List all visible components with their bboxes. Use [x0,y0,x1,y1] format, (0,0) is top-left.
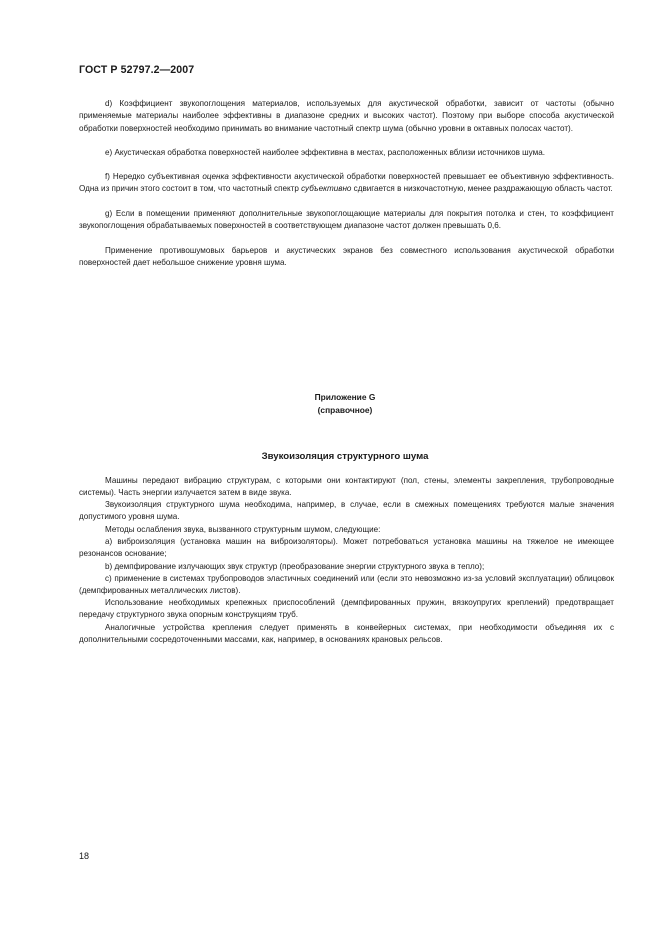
paragraph-f-part-b: эффективности акустической обработки поверхностей превышает ее объективную эффективность. Одна из причин этого состоит в том, что частотный спектр [79,172,614,194]
list-item-a: a) виброизоляция (установка машин на виброизоляторы). Может потребоваться установка машины на тяжелое не имеющее резонансов основание; [79,537,614,559]
paragraph-d: d) Коэффициент звукопоглощения материалов, используемых для акустической обработки, зависит от частоты (обычно применяемые материалы наиболее эффективны в диапазоне средних и высоких частот). Поэтому при выборе способа акустической обработки поверхностей необходимо принимать во внимание частотный спектр шума (обычно уровни в октавных полосах частот). [79,99,614,133]
section-title: Звукоизоляция структурного шума [261,451,429,462]
list-item-b: b) демпфирование излучающих звук структур (преобразование энергии структурного звука в тепло); [105,562,485,571]
paragraph-fasteners: Использование необходимых крепежных приспособлений (демпфированных пружин, вязкоупругих креплений) предотвращает передачу структурного звука опорным конструкциям труб. [79,598,614,620]
paragraph-f [79,171,614,196]
list-item-c: c) применение в системах трубопроводов эластичных соединений или (если это невозможно из-за условий эксплуатации) облицовок (демпфированных металлических листов). [79,574,614,596]
paragraph-f-emphasis-b: субъективно [301,184,352,194]
paragraph-conveyors: Аналогичные устройства крепления следует применять в конвейерных системах, при необходимости объединяя их с дополнительными сосредоточенными массами, как, например, в основаниях крановых рельсов. [79,623,614,645]
paragraph-methods: Методы ослабления звука, вызванного структурным шумом, следующие: [105,525,381,534]
paragraph-barriers: Применение противошумовых барьеров и акустических экранов без совместного использования акустической обработки поверхностей дает небольшое снижение уровня шума. [79,246,614,268]
paragraph-f-part-c: сдвигается в низкочастотную, менее раздражающую область частот. [351,184,613,194]
paragraph-f-emphasis-a: оценка [202,172,229,181]
paragraph-g: g) Если в помещении применяют дополнительные звукопоглощающие материалы для покрытия потолка и стен, то коэффициент звукопоглощения обрабатываемых поверхностей в соответствующем диапазоне частот должен превышать 0,6. [79,209,614,231]
document-header: ГОСТ Р 52797.2—2007 [79,64,195,76]
paragraph-intro: Машины передают вибрацию структурам, с которыми они контактируют (пол, стены, элементы закрепления, трубопроводные системы). Часть энергии излучается затем в виде звука. [79,476,614,498]
appendix-heading [250,391,440,416]
paragraph-f-part-a: f) Нередко субъективная [105,172,203,181]
page-number: 18 [79,851,90,861]
appendix-title: Приложение G [314,392,376,402]
paragraph-e: e) Акустическая обработка поверхностей наиболее эффективна в местах, расположенных вблизи источников шума. [105,148,545,157]
paragraph-isolation-need: Звукоизоляция структурного шума необходима, например, в случае, если в смежных помещениях требуются малые значения допустимого уровня шума. [79,500,614,522]
appendix-subtitle: (справочное) [317,404,373,415]
